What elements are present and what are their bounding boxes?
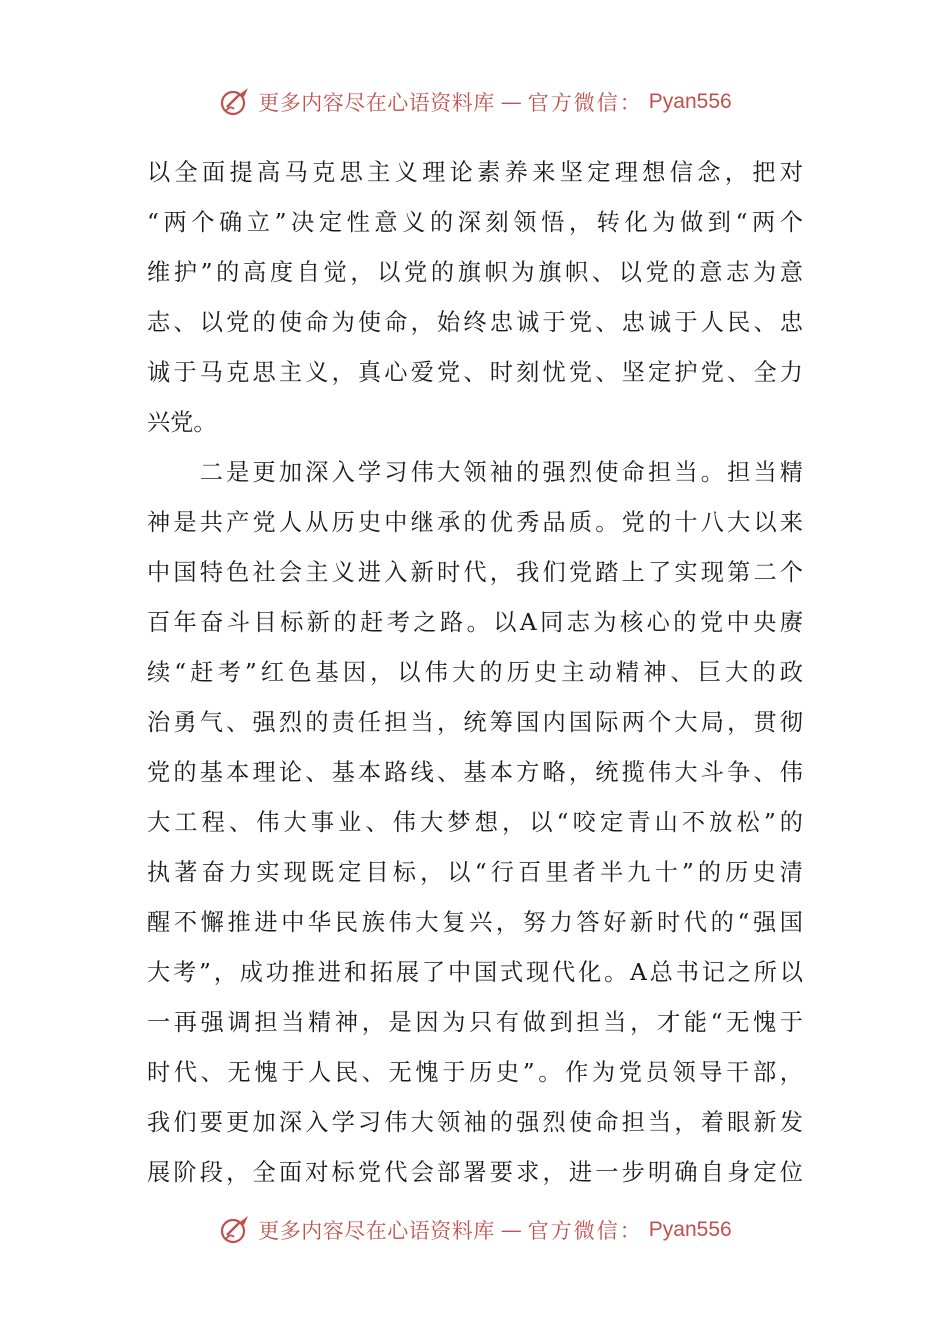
text-line: 兴党。 (147, 409, 217, 436)
text-line: 醒不懈推进中华民族伟大复兴，努力答好新时代的“强国 (147, 909, 803, 936)
text-line: 党的基本理论、基本路线、基本方略，统揽伟大斗争、伟 (147, 759, 803, 786)
text-line: 二是更加深入学习伟大领袖的强烈使命担当。担当精 (147, 459, 803, 486)
text-line: 诚于马克思主义，真心爱党、时刻忧党、坚定护党、全力 (147, 359, 803, 386)
text-line: “两个确立”决定性意义的深刻领悟，转化为做到“两个 (147, 209, 803, 236)
text-line: 百年奋斗目标新的赶考之路。以A同志为核心的党中央赓 (147, 609, 803, 636)
pen-logo-icon (218, 1213, 252, 1247)
text-line: 志、以党的使命为使命，始终忠诚于党、忠诚于人民、忠 (147, 309, 803, 336)
banner-wechat-id: Pyan556 (648, 1218, 732, 1241)
text-line: 神是共产党人从历史中继承的优秀品质。党的十八大以来 (147, 509, 803, 536)
text-line: 时代、无愧于人民、无愧于历史”。作为党员领导干部， (147, 1059, 803, 1086)
banner-wechat-id: Pyan556 (648, 90, 732, 113)
text-line: 大工程、伟大事业、伟大梦想，以“咬定青山不放松”的 (147, 809, 803, 836)
text-line: 执著奋力实现既定目标，以“行百里者半九十”的历史清 (147, 859, 803, 886)
banner-wechat-label: 官方微信： (527, 91, 643, 115)
footer-banner (0, 1210, 950, 1250)
header-banner (0, 82, 950, 122)
text-line: 中国特色社会主义进入新时代，我们党踏上了实现第二个 (147, 559, 803, 586)
text-line: 以全面提高马克思主义理论素养来坚定理想信念，把对 (147, 159, 803, 186)
banner-main-text: 更多内容尽在心语资料库 (258, 1219, 495, 1243)
text-line: 治勇气、强烈的责任担当，统筹国内国际两个大局，贯彻 (147, 709, 803, 736)
pen-logo-icon (218, 85, 252, 119)
banner-dash: — (500, 90, 522, 114)
banner-main-text: 更多内容尽在心语资料库 (258, 91, 495, 115)
banner-dash: — (500, 1218, 522, 1242)
text-line: 维护”的高度自觉，以党的旗帜为旗帜、以党的意志为意 (147, 259, 803, 286)
text-line: 展阶段，全面对标党代会部署要求，进一步明确自身定位 (147, 1159, 803, 1186)
text-line: 我们要更加深入学习伟大领袖的强烈使命担当，着眼新发 (147, 1109, 803, 1136)
banner-wechat-label: 官方微信： (527, 1219, 643, 1243)
text-line: 大考”，成功推进和拓展了中国式现代化。A总书记之所以 (147, 959, 803, 986)
document-body (147, 148, 803, 1198)
text-line: 一再强调担当精神，是因为只有做到担当，才能“无愧于 (147, 1009, 803, 1036)
text-line: 续“赶考”红色基因，以伟大的历史主动精神、巨大的政 (147, 659, 803, 686)
